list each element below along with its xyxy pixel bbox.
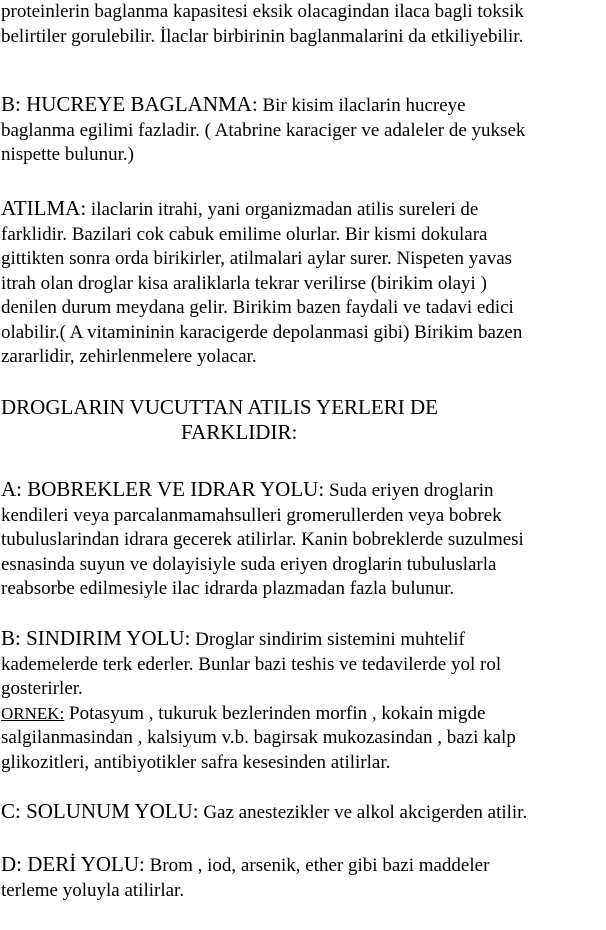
atilma-line-1-text: ilaclarin itrahi, yani organizmadan atilis sureleri de [86,199,479,220]
section-heading-solunum: C: SOLUNUM YOLU: [1,799,199,823]
main-heading-line-1: DROGLARIN VUCUTTAN ATILIS YERLERI DE [1,395,438,419]
ornek-line-3: glikozitleri, antibiyotikler safra kesesinden atilirlar. [1,751,391,773]
main-heading [1,395,604,444]
sindirim-line-2: kademelerde terk ederler. Bunlar bazi teshis ve tedavilerde yol rol [1,653,502,675]
intro-paragraph [1,0,604,49]
bobrek-line-1-text: Suda eriyen droglarin [324,480,494,501]
sindirim-line-1-text: Droglar sindirim sistemini muhtelif [190,629,465,650]
bobrek-line-4: esnasinda suyun ve dolayisiyle suda eriyen droglarin tubuluslarla [1,553,497,575]
section-heading-hucreye-baglanma: B: HUCREYE BAGLANMA: [1,92,258,116]
bobrek-line-5: reabsorbe edilmesiyle ilac idrarda plazmadan fazla bulunur. [1,578,455,599]
section-heading-atilma: ATILMA: [1,196,87,220]
bobrek-line-3: tubuluslarindan idrara gecerek atilirlar. Kanin bobreklerde suzulmesi [1,529,524,550]
section-atilma [1,196,604,370]
ornek-line-2: salgilanmasindan , kalsiyum v.b. bagirsak mukozasindan , bazi kalp [1,727,516,748]
atilma-line-6: olabilir.( A vitamininin karacigerde depolanmasi gibi) Birikim bazen [1,321,523,343]
atilma-line-5: denilen durum meydana gelir. Birikim bazen faydali ve tadavi edici [1,297,514,318]
section-sindirim [1,626,604,775]
section-heading-deri: D: DERİ YOLU: [1,852,145,876]
section-hucreye-baglanma [1,92,604,168]
hucreye-line-1-text: Bir kisim ilaclarin hucreye [257,95,466,116]
section-solunum [1,799,604,826]
deri-line-2: terleme yoluyla atilirlar. [1,879,185,901]
intro-line-1: proteinlerin baglanma kapasitesi eksik olacagindan ilaca bagli toksik [1,1,524,22]
section-heading-bobrekler: A: BOBREKLER VE IDRAR YOLU: [1,477,325,501]
section-bobrekler [1,477,604,602]
main-heading-line-2: FARKLIDIR: [181,419,298,444]
hucreye-line-2: baglanma egilimi fazladir. ( Atabrine karaciger ve adaleler de yuksek [1,119,526,141]
bobrek-line-2: kendileri veya parcalanmamahsulleri gromerullerden veya bobrek [1,504,502,526]
intro-line-2: belirtiler gorulebilir. İlaclar birbirinin baglanmalarini da etkiliyebilir. [1,25,524,47]
atilma-line-2: farklidir. Bazilari cok cabuk emilime olurlar. Bir kismi dokulara [1,223,488,245]
atilma-line-3: gittikten sonra orda birikirler, atilmalari aylar surer. Nispeten yavas [1,248,513,269]
section-heading-sindirim: B: SINDIRIM YOLU: [1,626,191,650]
atilma-line-4: itrah olan droglar kisa araliklarla tekrar verilirse (birikim olayi ) [1,272,487,294]
section-deri [1,852,604,903]
ornek-line-1-text: Potasyum , tukuruk bezlerinden morfin , kokain migde [64,702,486,724]
ornek-label: ORNEK: [1,703,65,723]
hucreye-line-3: nispette bulunur.) [1,144,134,165]
sindirim-line-3: gosterirler. [1,678,83,699]
deri-line-1-text: Brom , iod, arsenik, ether gibi bazi maddeler [144,855,490,876]
atilma-line-7: zararlidir, zehirlenmelere yolacar. [1,346,257,367]
solunum-line-1-text: Gaz anestezikler ve alkol akcigerden atilir. [198,802,528,823]
